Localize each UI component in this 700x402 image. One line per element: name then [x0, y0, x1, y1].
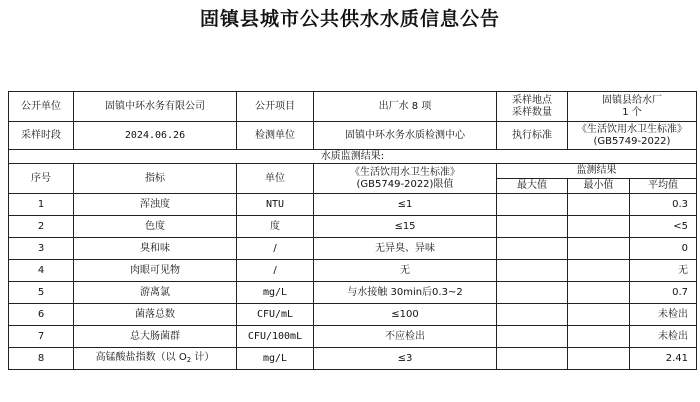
row-min: [568, 260, 630, 282]
water-quality-table: [8, 91, 697, 370]
row-no: 6: [9, 304, 74, 326]
col-header-results: 监测结果: [497, 164, 697, 179]
row-unit: /: [237, 260, 314, 282]
col-header-min: 最小值: [568, 179, 630, 194]
row-indicator-text-b: 计）: [191, 351, 215, 363]
row-unit: mg/L: [237, 348, 314, 370]
standard-label: 执行标准: [497, 122, 568, 150]
row-max: [497, 304, 568, 326]
publisher-value: 固镇中环水务有限公司: [74, 92, 237, 122]
row-indicator: 臭和味: [74, 238, 237, 260]
col-header-unit: 单位: [237, 164, 314, 194]
page-title: 固镇县城市公共供水水质信息公告: [199, 8, 500, 30]
row-avg: <5: [630, 216, 697, 238]
sampling-site-value-1: 固镇县给水厂: [602, 94, 662, 106]
sampling-site-label-1: 采样地点: [512, 94, 552, 106]
table-row: [9, 326, 697, 348]
row-indicator: 总大肠菌群: [74, 326, 237, 348]
testing-unit-value: 固镇中环水务水质检测中心: [314, 122, 497, 150]
row-limit: ≤15: [314, 216, 497, 238]
row-indicator-subscript: 2: [186, 355, 192, 364]
row-max: [497, 348, 568, 370]
row-limit: 不应检出: [314, 326, 497, 348]
sampling-time-value: 2024.06.26: [74, 122, 237, 150]
row-no: 8: [9, 348, 74, 370]
row-limit: ≤1: [314, 194, 497, 216]
row-unit: 度: [237, 216, 314, 238]
row-indicator: [74, 348, 237, 370]
row-limit: ≤3: [314, 348, 497, 370]
row-no: 4: [9, 260, 74, 282]
col-header-avg: 平均值: [630, 179, 697, 194]
row-avg: 0.7: [630, 282, 697, 304]
row-unit: mg/L: [237, 282, 314, 304]
publisher-label: 公开单位: [9, 92, 74, 122]
row-limit: 无异臭、异味: [314, 238, 497, 260]
row-no: 2: [9, 216, 74, 238]
row-avg: 未检出: [630, 326, 697, 348]
row-indicator: 肉眼可见物: [74, 260, 237, 282]
sampling-count-label: 采样数量: [512, 106, 552, 118]
col-header-limit-1: 《生活饮用水卫生标准》: [350, 166, 460, 178]
row-min: [568, 304, 630, 326]
row-avg: 未检出: [630, 304, 697, 326]
table-row: [9, 282, 697, 304]
row-min: [568, 238, 630, 260]
col-header-indicator: 指标: [74, 164, 237, 194]
row-limit: 无: [314, 260, 497, 282]
row-limit: 与水接触 30min后0.3~2: [314, 282, 497, 304]
row-no: 3: [9, 238, 74, 260]
row-indicator: 菌落总数: [74, 304, 237, 326]
table-row: [9, 238, 697, 260]
row-avg: 无: [630, 260, 697, 282]
row-indicator: 色度: [74, 216, 237, 238]
sampling-site-value: [568, 92, 697, 122]
row-max: [497, 238, 568, 260]
row-indicator: 浑浊度: [74, 194, 237, 216]
row-indicator: 游离氯: [74, 282, 237, 304]
row-max: [497, 282, 568, 304]
table-row: [9, 260, 697, 282]
row-limit: ≤100: [314, 304, 497, 326]
row-max: [497, 216, 568, 238]
project-label: 公开项目: [237, 92, 314, 122]
row-min: [568, 194, 630, 216]
row-no: 7: [9, 326, 74, 348]
row-unit: CFU/mL: [237, 304, 314, 326]
row-max: [497, 260, 568, 282]
row-no: 5: [9, 282, 74, 304]
row-unit: NTU: [237, 194, 314, 216]
row-indicator-text-a: 高锰酸盐指数（以 O: [95, 351, 187, 363]
row-unit: CFU/100mL: [237, 326, 314, 348]
row-max: [497, 194, 568, 216]
row-min: [568, 216, 630, 238]
row-avg: 0.3: [630, 194, 697, 216]
col-header-limit: [314, 164, 497, 194]
standard-value: [568, 122, 697, 150]
table-row: [9, 216, 697, 238]
sampling-time-label: 采样时段: [9, 122, 74, 150]
col-header-limit-2: (GB5749-2022)限值: [356, 178, 454, 190]
col-header-no: 序号: [9, 164, 74, 194]
sampling-site-label: [497, 92, 568, 122]
project-value: 出厂水 8 项: [314, 92, 497, 122]
row-avg: 0: [630, 238, 697, 260]
sampling-count-value: 1 个: [622, 106, 642, 118]
table-row: [9, 304, 697, 326]
row-no: 1: [9, 194, 74, 216]
standard-value-1: 《生活饮用水卫生标准》: [577, 123, 687, 135]
row-max: [497, 326, 568, 348]
testing-unit-label: 检测单位: [237, 122, 314, 150]
row-unit: /: [237, 238, 314, 260]
row-min: [568, 282, 630, 304]
col-header-max: 最大值: [497, 179, 568, 194]
row-avg: 2.41: [630, 348, 697, 370]
standard-value-2: (GB5749-2022): [593, 135, 671, 147]
row-min: [568, 326, 630, 348]
row-min: [568, 348, 630, 370]
table-row: [9, 348, 697, 370]
section-title: 水质监测结果:: [9, 150, 697, 164]
table-row: [9, 194, 697, 216]
